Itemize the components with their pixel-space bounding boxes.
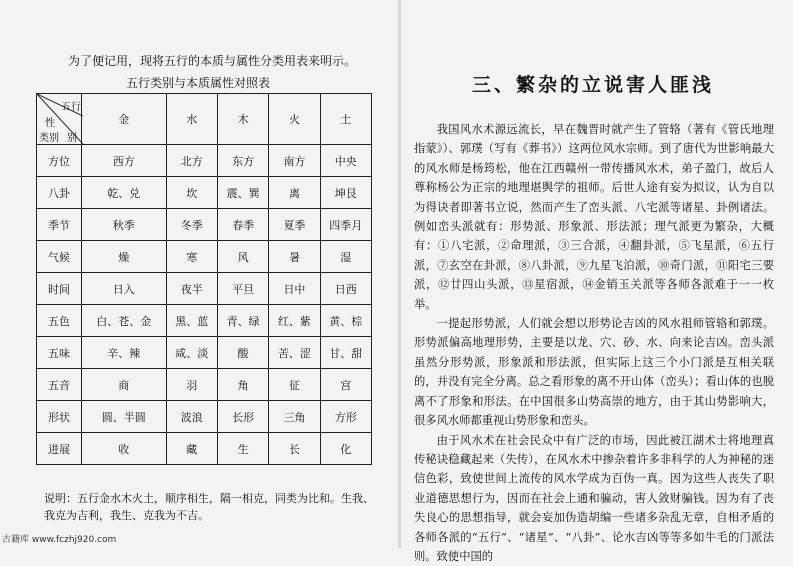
table-cell: 日中 (269, 273, 320, 305)
table-row (37, 209, 372, 241)
table-row (37, 401, 372, 433)
table-cell: 坤艮 (320, 177, 371, 209)
table-cell: 南方 (269, 145, 320, 177)
row-label: 进展 (37, 433, 82, 465)
table-cell: 风 (217, 241, 268, 273)
table-cell: 北方 (166, 145, 217, 177)
column-header: 木 (217, 94, 268, 145)
row-label: 五味 (37, 337, 82, 369)
table-cell: 咸、淡 (166, 337, 217, 369)
table-row (37, 433, 372, 465)
table-cell: 黑、蓝 (166, 305, 217, 337)
table-title: 五行类别与本质属性对照表 (126, 74, 270, 91)
table-cell: 化 (320, 433, 371, 465)
body-text (414, 120, 774, 566)
corner-label-bie: 别 (67, 129, 77, 144)
table-cell: 长 (269, 433, 320, 465)
table-cell: 西方 (82, 145, 167, 177)
table-cell: 藏 (166, 433, 217, 465)
row-label: 气候 (37, 241, 82, 273)
table-header-row (37, 94, 372, 145)
corner-label-leibie: 类别 (39, 129, 59, 144)
table-cell: 苦、涩 (269, 337, 320, 369)
paragraph: 我国风水术源远流长，早在魏晋时就产生了管辂（著有《管氏地理指蒙》）、郭璞（写有《葬书》）这两位风水宗师。到了唐代为世影响最大的风水师是杨筠松，他在江西赣州一带传播风水术，弟子盈门，故后人尊称杨公为正宗的地理堪舆学的祖师。后世人途有妄为拟议，认为自以为得诀者即著书立说，然而产生了峦头派、八宅派等诸星、卦例诸法。例如峦头派就有：形势派、形象派、形法派；理气派更为繁杂，大概有：①八宅派，②命理派，③三合派，④翻卦派，⑤飞星派，⑥五行派，⑦玄空在卦派，⑧八卦派，⑨九星飞泊派，⑩奇门派，⑪阳宅三要派，⑫廿四山头派，⑬星宿派，⑭金销玉关派等各师各派难于一一枚举。 (414, 120, 774, 314)
table-cell: 暑 (269, 241, 320, 273)
table-cell: 震、巽 (217, 177, 268, 209)
corner-label-wuxing: 五行 (61, 98, 81, 113)
table-cell: 乾、兑 (82, 177, 167, 209)
chapter-title: 三、繁杂的立说害人匪浅 (472, 70, 762, 97)
table-cell: 东方 (217, 145, 268, 177)
table-cell: 日西 (320, 273, 371, 305)
table-cell: 红、紫 (269, 305, 320, 337)
table-note: 说明：五行金水木火土，顺序相生，隔一相克，同类为比和。生我、我克为吉利，我生、克我为不吉。 (44, 490, 374, 524)
table-cell: 商 (82, 369, 167, 401)
column-header: 火 (269, 94, 320, 145)
right-page (400, 0, 793, 548)
table-row (37, 369, 372, 401)
table-cell: 夏季 (269, 209, 320, 241)
column-header: 土 (320, 94, 371, 145)
column-header: 金 (82, 94, 167, 145)
table-cell: 长形 (217, 401, 268, 433)
table-cell: 湿 (320, 241, 371, 273)
table-cell: 中央 (320, 145, 371, 177)
table-cell: 黄、棕 (320, 305, 371, 337)
table-cell: 辛、辣 (82, 337, 167, 369)
left-page (0, 0, 400, 548)
table-row (37, 177, 372, 209)
table-row (37, 241, 372, 273)
table-corner-cell (37, 94, 82, 145)
table-cell: 白、苍、金 (82, 305, 167, 337)
intro-text: 为了便记用，现将五行的本质与属性分类用表来明示。 (68, 52, 356, 69)
table-cell: 酸 (217, 337, 268, 369)
table-cell: 角 (217, 369, 268, 401)
row-label: 季节 (37, 209, 82, 241)
table-cell: 圆、半圆 (82, 401, 167, 433)
row-label: 时间 (37, 273, 82, 305)
table-cell: 平旦 (217, 273, 268, 305)
table-cell: 青、绿 (217, 305, 268, 337)
table-row (37, 145, 372, 177)
table-cell: 离 (269, 177, 320, 209)
table-cell: 三角 (269, 401, 320, 433)
table-cell: 夜半 (166, 273, 217, 305)
table-cell: 生 (217, 433, 268, 465)
row-label: 五色 (37, 305, 82, 337)
table-cell: 寒 (166, 241, 217, 273)
table-cell: 四季月 (320, 209, 371, 241)
table-cell: 冬季 (166, 209, 217, 241)
table-cell: 方形 (320, 401, 371, 433)
table-cell: 春季 (217, 209, 268, 241)
table-cell: 秋季 (82, 209, 167, 241)
row-label: 形状 (37, 401, 82, 433)
table-cell: 波浪 (166, 401, 217, 433)
column-header: 水 (166, 94, 217, 145)
table-row (37, 273, 372, 305)
table-row (37, 305, 372, 337)
table-cell: 坎 (166, 177, 217, 209)
table-cell: 日入 (82, 273, 167, 305)
table-cell: 甘、甜 (320, 337, 371, 369)
five-elements-table (36, 93, 372, 465)
paragraph: 一提起形势派，人们就会想以形势论吉凶的风水祖师管辂和郭璞。形势派偏高地理形势，主要是以龙、穴、砂、水、向来论吉凶。峦头派虽然分形势派，形象派和形法派，但实际上这三个小门派是互相关联的，并没有完全分离。总之看形象的离不开山体（峦头）；看山体的也脱离不了形象和形法。在中国很多山势高崇的地方，由于其山势影响大，很多风水师都重视山势形象和峦头。 (414, 314, 774, 430)
table-cell: 宫 (320, 369, 371, 401)
paragraph: 由于风水术在社会民众中有广泛的市场，因此被江湖术士将地理真传秘诀稳藏起来（失传），在风水术中掺杂着许多非科学的人为神秘的迷信色彩，致使世间上流传的风水学成为百伪一真。因为这些人丧失了职业道德思想行为，因而在社会上通和骗动，害人敛财骗钱。因为有了丧失良心的思想指导，就会妄加伪造胡编一些诸多杂乱无章，自相矛盾的各师各派的“五行”、“诸星”、“八卦”、论水吉凶等等多如牛毛的门派法则。致使中国的 (414, 431, 774, 566)
corner-label-xing: 性 (45, 114, 55, 129)
site-watermark: 古籍库 www.fczhj920.com (2, 532, 116, 545)
table-cell: 燥 (82, 241, 167, 273)
table-cell: 收 (82, 433, 167, 465)
row-label: 方位 (37, 145, 82, 177)
row-label: 五音 (37, 369, 82, 401)
row-label: 八卦 (37, 177, 82, 209)
table-row (37, 337, 372, 369)
table-cell: 羽 (166, 369, 217, 401)
table-cell: 征 (269, 369, 320, 401)
